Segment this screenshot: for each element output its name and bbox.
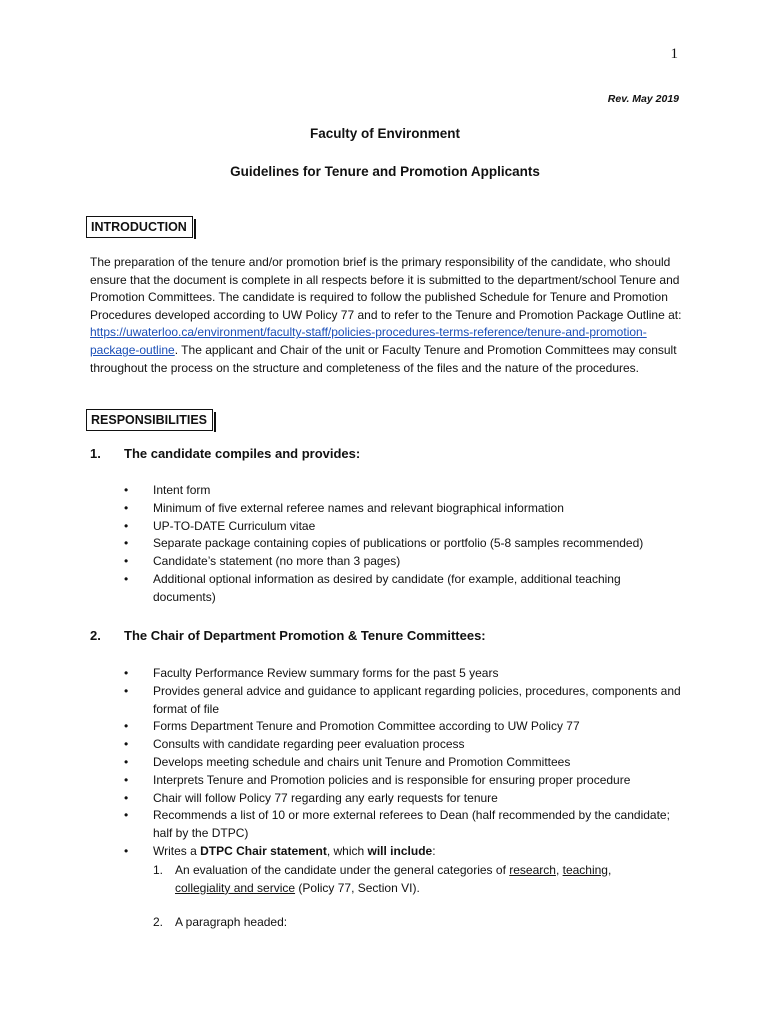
bullet-icon: • (124, 571, 129, 586)
list-item: • Candidate’s statement (no more than 3 pages) (124, 553, 684, 571)
introduction-heading: INTRODUCTION (86, 216, 193, 238)
list-item: • Faculty Performance Review summary forms for the past 5 years (124, 665, 684, 683)
intro-text-end: . The applicant and Chair of the unit or Faculty Tenure and Promotion Committees may consult throughout the process on the structure and completeness of the files and the nature of the procedures. (90, 342, 677, 375)
revision-date: Rev. May 2019 (607, 93, 679, 105)
bullet-icon: • (124, 719, 129, 734)
faculty-title: Faculty of Environment (309, 126, 461, 141)
intro-text-start: The preparation of the tenure and/or promotion brief is the primary responsibility of the candidate, who should ensure that the document is complete in all respects before it is submitted to the department/school Tenure and Promotion Committees. The candidate is required to follow the published Schedule for Tenure and Promotion Procedures developed according to UW Policy 77 and to refer to the Tenure and Promotion Package Outline at: (90, 255, 682, 322)
list-item: • Consults with candidate regarding peer evaluation process (124, 736, 684, 754)
sublist-number: 2. (153, 914, 164, 929)
list-item: • Additional optional information as desired by candidate (for example, additional teaching documents) (124, 571, 621, 604)
bullet-icon: • (124, 772, 129, 787)
section-2-title: The Chair of Department Promotion & Tenure Committees: (124, 628, 486, 643)
responsibilities-heading: RESPONSIBILITIES (86, 409, 213, 431)
section-1-title: The candidate compiles and provides: (124, 446, 361, 461)
bullet-icon: • (124, 737, 129, 752)
page-number: 1 (670, 46, 678, 62)
list-item: 2. A paragraph headed: (153, 914, 653, 932)
section-1-number: 1. (90, 446, 101, 461)
sublist-number: 1. (153, 863, 164, 877)
list-item: • Chair will follow Policy 77 regarding any early requests for tenure (124, 790, 684, 808)
candidate-list (124, 482, 684, 607)
list-item: • Provides general advice and guidance to applicant regarding policies, procedures, components and format of file (124, 683, 681, 716)
dtpc-statement-item: • Writes a DTPC Chair statement, which will include: (124, 843, 684, 861)
bullet-icon: • (124, 843, 129, 858)
list-item: • Interprets Tenure and Promotion policies and is responsible for ensuring proper procedure (124, 772, 684, 790)
section-1-heading (90, 446, 360, 461)
guidelines-title: Guidelines for Tenure and Promotion Applicants (230, 164, 540, 179)
bullet-icon: • (124, 500, 129, 515)
bullet-icon: • (124, 518, 129, 533)
bullet-icon: • (124, 536, 129, 551)
list-item: • UP-TO-DATE Curriculum vitae (124, 518, 684, 536)
bullet-icon: • (124, 666, 129, 680)
list-item: • Separate package containing copies of publications or portfolio (5-8 samples recommended) (124, 535, 684, 553)
collegiality-term: collegiality and service (175, 880, 296, 895)
bullet-icon: • (124, 790, 129, 805)
bullet-icon: • (124, 754, 129, 769)
teaching-term: teaching (562, 863, 608, 877)
research-term: research (509, 863, 556, 877)
list-item: • Forms Department Tenure and Promotion Committee according to UW Policy 77 (124, 718, 684, 736)
section-2-number: 2. (90, 628, 101, 643)
chair-list (124, 665, 684, 861)
list-item: • Recommends a list of 10 or more external referees to Dean (half recommended by the candidate; half by the DTPC) (124, 808, 670, 841)
bullet-icon: • (124, 554, 129, 569)
list-item: • Intent form (124, 482, 684, 500)
introduction-paragraph (90, 254, 686, 377)
list-item: • Develops meeting schedule and chairs unit Tenure and Promotion Committees (124, 754, 684, 772)
bullet-icon: • (124, 483, 129, 497)
list-item: • Minimum of five external referee names and relevant biographical information (124, 500, 684, 518)
section-2-heading (90, 628, 486, 643)
bullet-icon: • (124, 808, 129, 823)
bullet-icon: • (124, 683, 129, 698)
dtpc-statement-sublist (153, 862, 653, 931)
list-item: 1. An evaluation of the candidate under the general categories of research, teaching, collegiality and service (Policy 77, Section VI). (153, 863, 612, 895)
package-outline-link[interactable]: https://uwaterloo.ca/environment/faculty-staff/policies-procedures-terms-reference/tenure-and-promotion-package-outline (90, 325, 647, 357)
